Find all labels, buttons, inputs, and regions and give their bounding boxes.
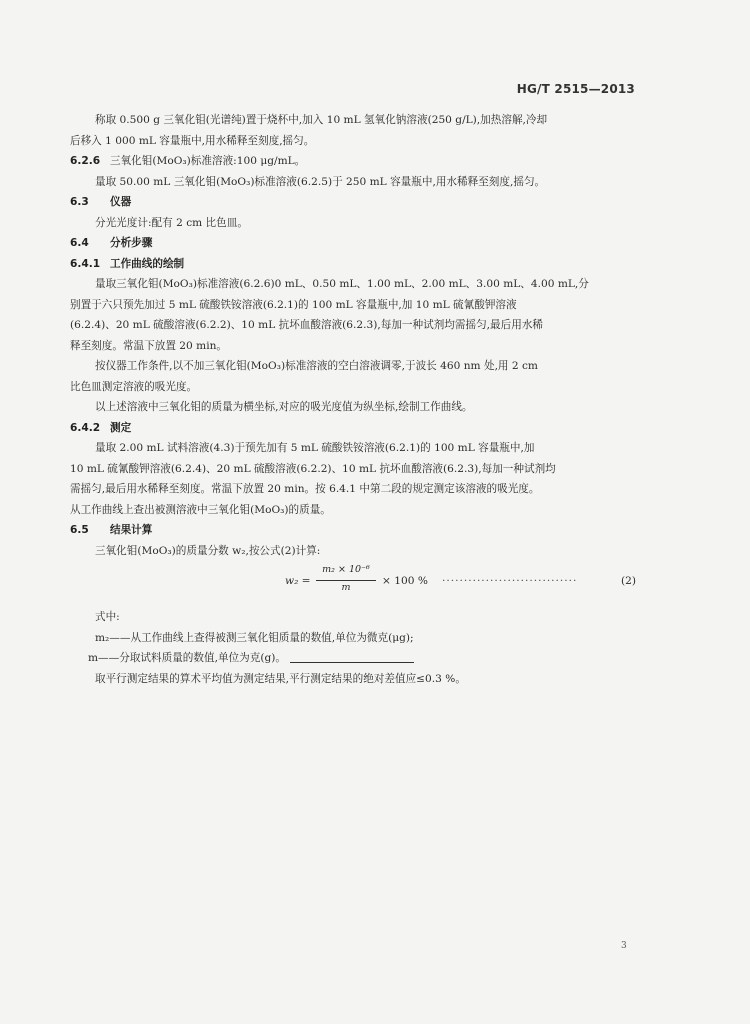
formula-denominator: m	[341, 582, 351, 593]
text-line: 别置于六只预先加过 5 mL 硫酸铁铵溶液(6.2.1)的 100 mL 容量瓶中,加 10 mL 硫氰酸钾溶液	[70, 298, 517, 311]
body-text-top	[70, 110, 636, 561]
formula-2	[70, 561, 636, 607]
text-line: 量取 50.00 mL 三氧化钼(MoO₃)标准溶液(6.2.5)于 250 mL 容量瓶中,用水稀释至刻度,摇匀。	[95, 175, 546, 188]
section-title: 工作曲线的绘制	[110, 257, 185, 270]
text-line: 以上述溶液中三氧化钼的质量为横坐标,对应的吸光度值为纵坐标,绘制工作曲线。	[95, 401, 473, 413]
clause-line	[70, 151, 636, 172]
section-heading	[70, 520, 636, 541]
section-heading	[70, 233, 636, 254]
section-heading	[70, 254, 636, 275]
text-line: 量取 2.00 mL 试料溶液(4.3)于预先加有 5 mL 硫酸铁铵溶液(6.2.1)的 100 mL 容量瓶中,加	[95, 442, 535, 454]
text-line: 分光光度计:配有 2 cm 比色皿。	[95, 216, 248, 229]
page-number: 3	[621, 941, 627, 951]
fraction-bar	[316, 580, 376, 581]
formula-numerator: m₂ × 10⁻⁶	[322, 564, 370, 575]
formula-fraction	[316, 564, 376, 593]
section-title: 结果计算	[110, 524, 153, 536]
section-number: 6.4.2	[70, 421, 101, 434]
text-line: 称取 0.500 g 三氧化钼(光谱纯)置于烧杯中,加入 10 mL 氢氧化钠溶液(250 g/L),加热溶解,冷却	[95, 114, 548, 126]
formula-lhs: w₂ =	[285, 575, 311, 587]
text-line: m₂——从工作曲线上查得被测三氧化钼质量的数值,单位为微克(μg);	[95, 631, 414, 644]
equation-number: (2)	[620, 575, 636, 587]
section-number: 6.3	[70, 196, 89, 208]
section-title: 仪器	[110, 196, 132, 208]
text-line: 式中:	[95, 611, 120, 623]
text-line: 量取三氧化钼(MoO₃)标准溶液(6.2.6)0 mL、0.50 mL、1.00 mL、2.00 mL、3.00 mL、4.00 mL,分	[95, 278, 589, 290]
formula-rhs: × 100 %	[382, 575, 428, 587]
section-heading	[70, 418, 636, 439]
section-number: 6.2.6	[70, 155, 101, 167]
section-title: 分析步骤	[110, 237, 153, 249]
formula-leader-dots: ·······························	[442, 575, 578, 587]
text-line: 取平行测定结果的算术平均值为测定结果,平行测定结果的绝对差值应≤0.3 %。	[95, 672, 466, 685]
text-line: 按仪器工作条件,以不加三氧化钼(MoO₃)标准溶液的空白溶液调零,于波长 460 nm 处,用 2 cm	[95, 360, 538, 372]
text-line: 后移入 1 000 mL 容量瓶中,用水稀释至刻度,摇匀。	[70, 134, 315, 147]
section-number: 6.4.1	[70, 257, 101, 270]
text-line: 需摇匀,最后用水稀释至刻度。常温下放置 20 min。按 6.4.1 中第二段的规定测定该溶液的吸光度。	[70, 483, 540, 495]
clause-text: 三氧化钼(MoO₃)标准溶液:100 μg/mL。	[110, 155, 306, 167]
text-line: 释至刻度。常温下放置 20 min。	[70, 339, 228, 352]
text-line: 10 mL 硫氰酸钾溶液(6.2.4)、20 mL 硫酸溶液(6.2.2)、10 mL 抗坏血酸溶液(6.2.3),每加一种试剂均	[70, 462, 556, 475]
text-line: m——分取试料质量的数值,单位为克(g)。	[88, 652, 286, 664]
section-title: 测定	[110, 421, 132, 434]
text-line: (6.2.4)、20 mL 硫酸溶液(6.2.2)、10 mL 抗坏血酸溶液(6.2.3),每加一种试剂均需摇匀,最后用水稀	[70, 319, 544, 331]
body-text-bottom	[70, 607, 636, 689]
text-line: 从工作曲线上查出被测溶液中三氧化钼(MoO₃)的质量。	[70, 503, 331, 516]
text-line: 比色皿测定溶液的吸光度。	[70, 380, 198, 393]
end-rule	[290, 662, 414, 663]
text-line: 三氧化钼(MoO₃)的质量分数 w₂,按公式(2)计算:	[95, 544, 321, 557]
section-number: 6.4	[70, 237, 89, 249]
section-number: 6.5	[70, 524, 89, 536]
section-heading	[70, 192, 636, 213]
page-body	[70, 110, 636, 689]
standard-code: HG/T 2515—2013	[516, 82, 635, 96]
